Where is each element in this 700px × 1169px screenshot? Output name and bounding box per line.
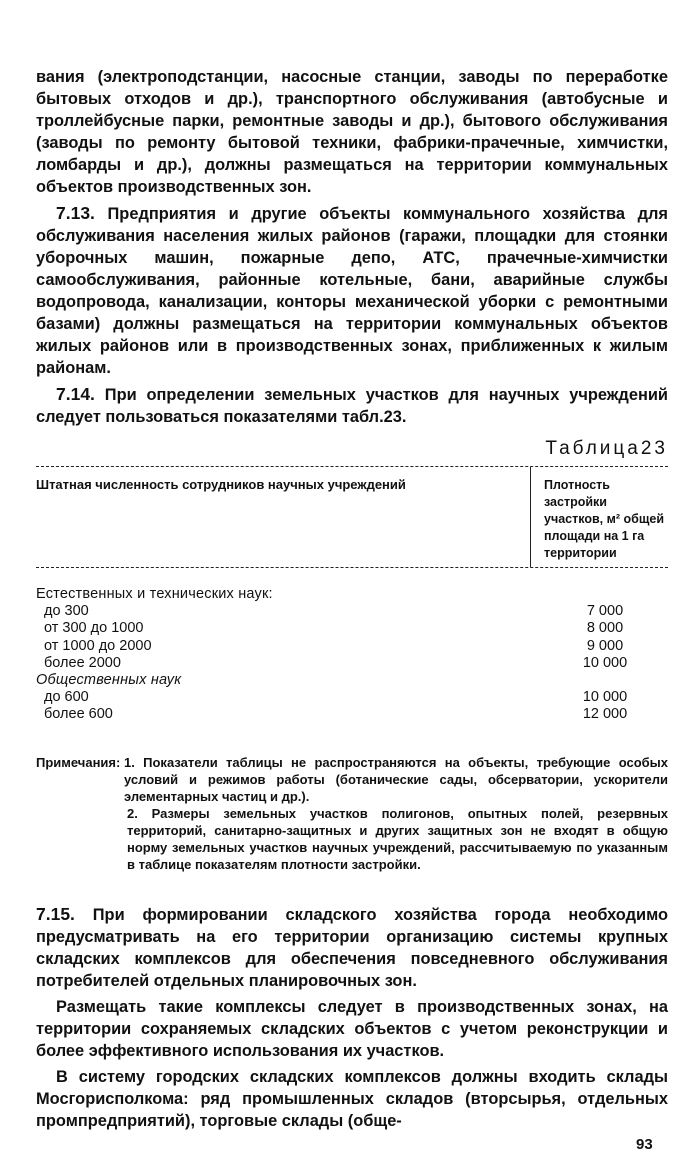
paragraph-warehouse-system: В систему городских складских комплексов должны входить склады Мосгорисполкома: ряд промышленных складов (вторсырья, отдельных промпредприятий), торговые склады (обще- (36, 1067, 668, 1130)
table-row (36, 620, 668, 637)
paragraph-7-13-text: Предприятия и другие объекты коммунального хозяйства для обслуживания населения жилых районов (гаражи, площадки для стоянки уборочных машин, пожарные депо, АТС, прачечные-химчистки самообслуживания, районные котельные, бани, аварийные службы водопровода, канализации, конторы механической уборки с ремонтными базами) должны размещаться на территории коммунальных объектов жилых районов или в производственных зонах, приближенных к жилым районам. (36, 205, 668, 377)
table-row (36, 689, 668, 706)
table-row-label: более 600 (44, 706, 113, 723)
table-caption: Таблица23 (545, 438, 668, 459)
table-group-natural-sciences: Естественных и технических наук: (36, 586, 273, 602)
section-number-7-15: 7.15. (36, 903, 75, 924)
table-row-label: от 300 до 1000 (44, 620, 144, 637)
table-row (36, 706, 668, 723)
paragraph-7-13 (36, 202, 668, 379)
note-1 (36, 754, 668, 805)
table-row-label: до 300 (44, 603, 89, 620)
table-row-value: 8 000 (586, 620, 624, 637)
paragraph-continued: вания (электроподстанции, насосные станции, заводы по переработке бытовых отходов и др.), транспортного обслуживания (автобусные и троллейбусные парки, ремонтные заводы и др.), бытового обслуживания (заводы по ремонту бытовой техники, фабрики-прачечные, химчистки, ломбарды и др.), должны размещаться на территории коммунальных объектов производственных зон. (36, 68, 668, 196)
table-group-social-sciences: Общественных наук (36, 672, 182, 689)
table-23 (36, 466, 668, 724)
table-header-rule (36, 567, 668, 568)
table-group-2-rows (36, 689, 668, 723)
table-row-label: более 2000 (44, 654, 121, 671)
table-row (36, 638, 668, 655)
paragraph-placement: Размещать такие комплексы следует в производственных зонах, на территории сохраняемых складских объектов с учетом реконструкции и более эффективного использования их участков. (36, 997, 668, 1060)
table-body (36, 586, 668, 724)
note-1-text: 1. Показатели таблицы не распространяются на объекты, требующие особых условий и режимов работы (ботанические сады, обсерватории, ускорители элементарных частиц и др.). (123, 754, 668, 804)
table-row-value: 10 000 (582, 689, 628, 706)
paragraph-7-15 (36, 903, 668, 992)
table-row-label: до 600 (44, 689, 89, 706)
table-row-value: 10 000 (582, 654, 628, 671)
table-row-value: 9 000 (586, 637, 624, 654)
table-group-1-rows (36, 603, 668, 672)
section-number-7-13: 7.13. (56, 203, 95, 223)
note-2-text: 2. Размеры земельных участков полигонов, опытных полей, резервных территорий, санитарно-защитных и других защитных зон не входят в общую норму земельных участков научных учреждений, рассчитываемую по указанным в таблице показателям плотности застройки. (127, 805, 668, 872)
table-header (36, 467, 668, 567)
table-row-value: 12 000 (582, 706, 628, 723)
paragraph-7-15-text: При формировании складского хозяйства города необходимо предусматривать на его территории организацию системы крупных складских комплексов для обеспечения повседневного обслуживания потребителей отдельных планировочных зон. (36, 905, 668, 990)
column-divider (530, 467, 531, 567)
paragraph-7-14-text: При определении земельных участков для научных учреждений следует пользоваться показателями табл.23. (36, 386, 668, 426)
lower-section (36, 903, 668, 1132)
table-row-value: 7 000 (586, 603, 624, 620)
table-row (36, 603, 668, 620)
notes-heading: Примечания: (36, 754, 121, 770)
section-number-7-14: 7.14. (56, 384, 95, 404)
table-row-label: от 1000 до 2000 (44, 637, 152, 654)
column-header-staff: Штатная численность сотрудников научных учреждений (36, 477, 406, 492)
table-notes (36, 754, 668, 873)
table-row (36, 655, 668, 672)
page-number: 93 (636, 1136, 653, 1153)
paragraph-7-14 (36, 383, 668, 428)
column-header-density: Плотность застройки участков, м² общей площади на 1 га территории (544, 478, 665, 560)
page-body (36, 66, 668, 1132)
